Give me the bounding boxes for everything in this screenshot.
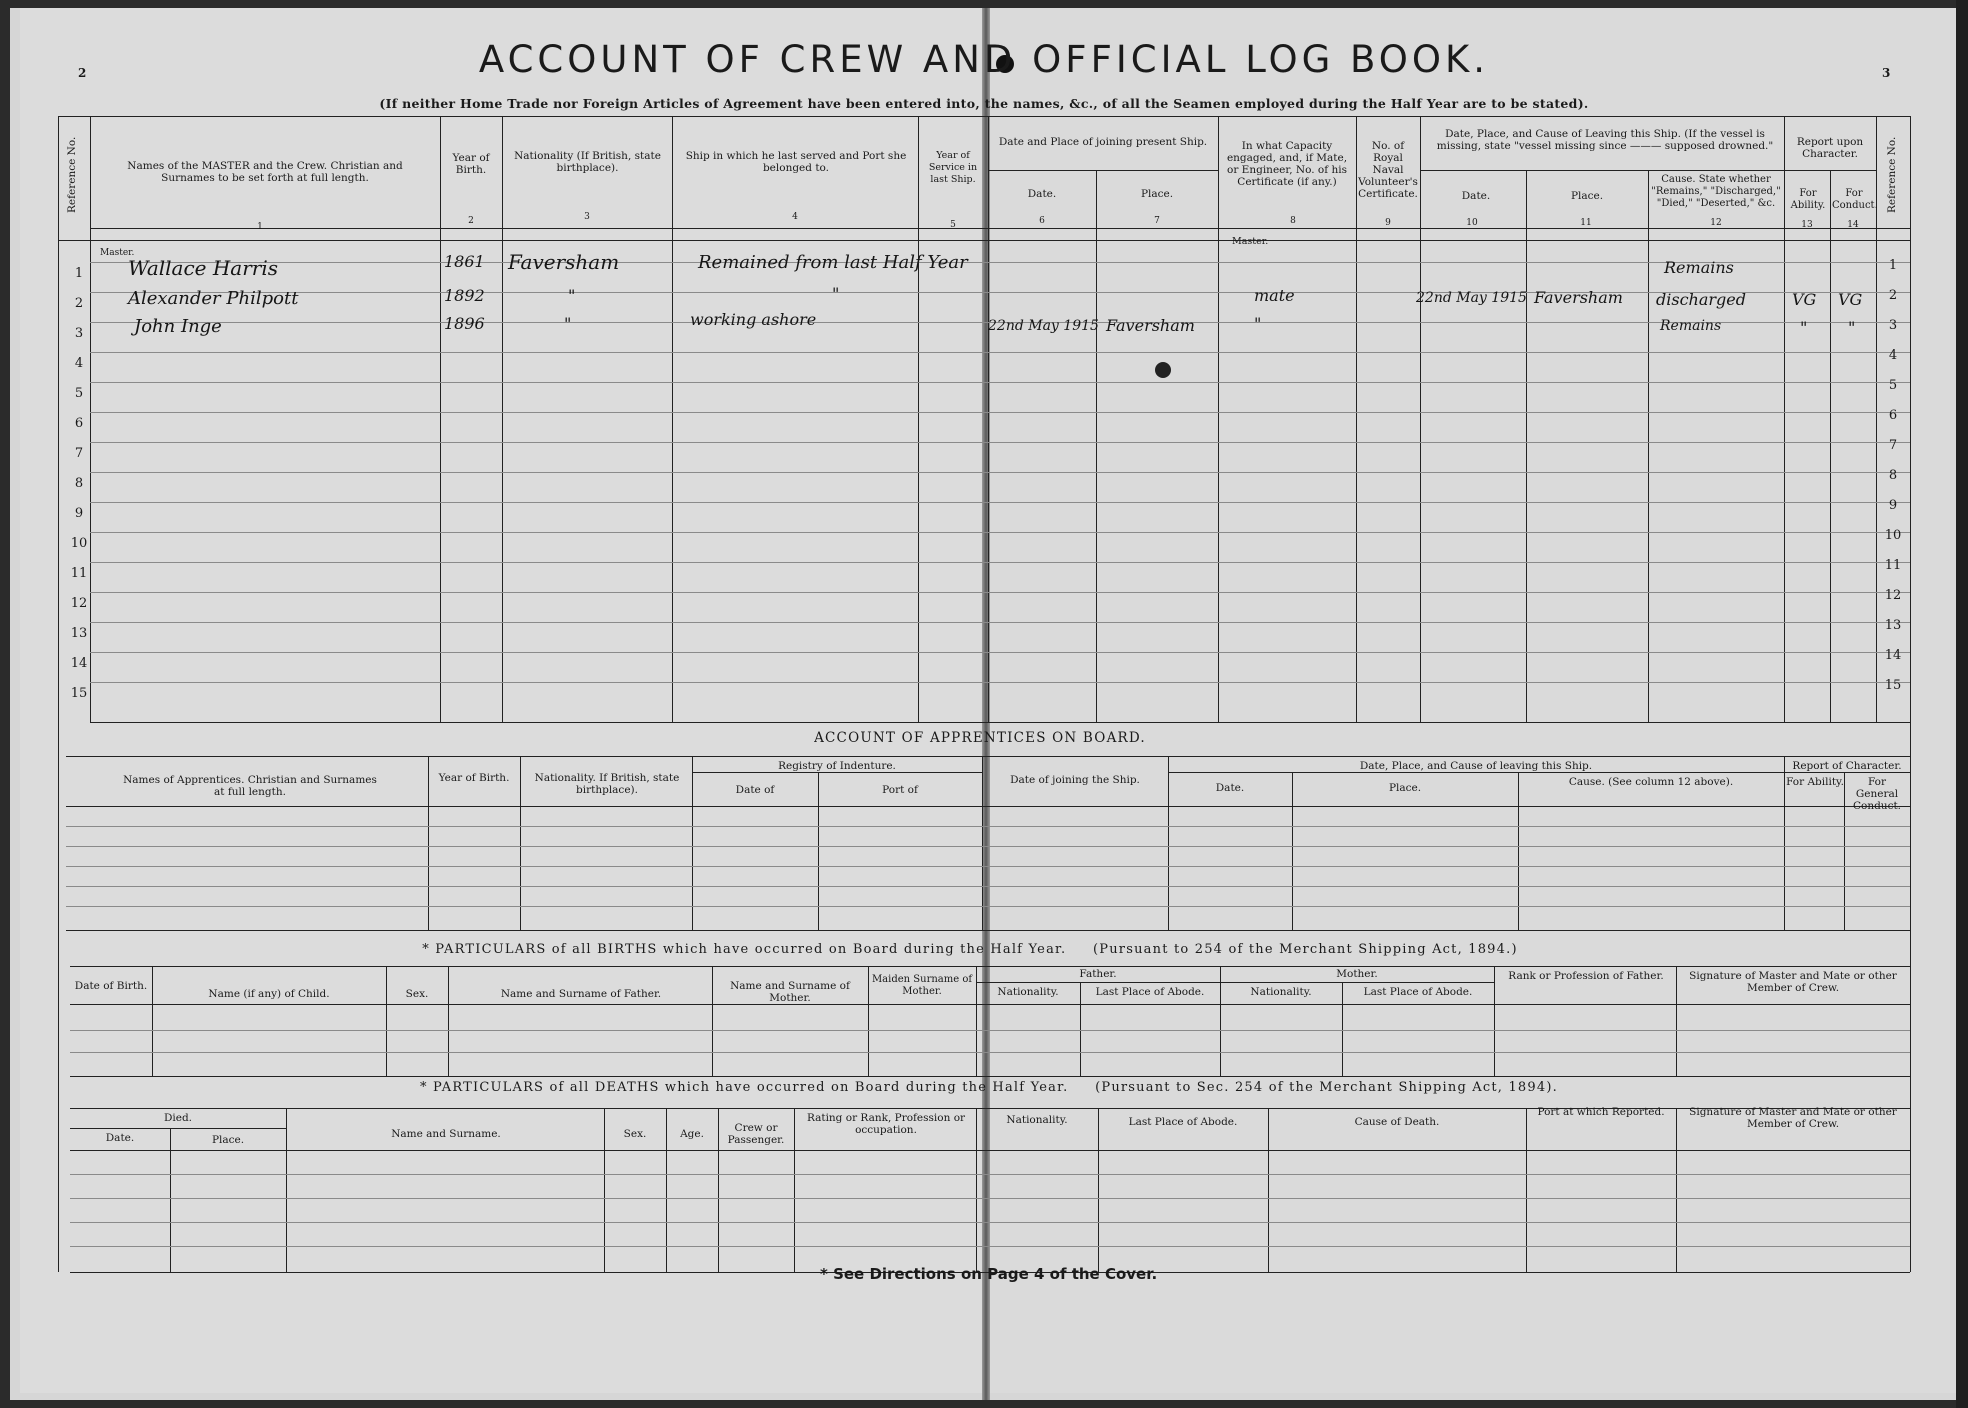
death-rating-header: Rating or Rank, Profession or occupation. <box>806 1112 966 1136</box>
registry-date-header: Date of <box>735 784 775 796</box>
header-year-of-service: Year of Service in last Ship. <box>928 150 978 185</box>
entry-last-ship: Remained from last Half Year <box>698 252 968 273</box>
entry-join-place: Faversham <box>1106 316 1195 335</box>
row-number-right: 13 <box>1884 618 1902 633</box>
death-port-header: Port at which Reported. <box>1537 1106 1665 1118</box>
header-joining-group: Date and Place of joining present Ship. <box>998 136 1208 148</box>
page-number-right: 3 <box>1882 66 1891 80</box>
birth-child-header: Name (if any) of Child. <box>208 988 330 1000</box>
header-leave-date: Date. <box>1461 190 1491 202</box>
header-leave-place: Place. <box>1570 190 1604 202</box>
entry-nationality: " <box>568 286 576 305</box>
row-number-right: 7 <box>1888 438 1898 453</box>
entry-nationality: Faversham <box>508 250 620 274</box>
row-number-right: 9 <box>1888 498 1898 513</box>
left-page <box>20 8 986 1393</box>
colnum-8: 8 <box>1290 216 1296 226</box>
registry-header: Registry of Indenture. <box>778 760 896 772</box>
colnum-10: 10 <box>1466 218 1478 228</box>
row-number-right: 15 <box>1884 678 1902 693</box>
birth-father-name-header: Name and Surname of Father. <box>500 988 662 1000</box>
birth-signature-header: Signature of Master and Mate or other Member of Crew. <box>1689 970 1897 994</box>
birth-father-nationality: Nationality. <box>997 986 1059 998</box>
colnum-2: 2 <box>468 216 474 226</box>
master-label: Master. <box>100 248 135 258</box>
header-capacity: In what Capacity engaged, and, if Mate, or Engineer, No. of his Certificate (if any.) <box>1226 140 1348 188</box>
header-nationality: Nationality (If British, state birthplace). <box>514 150 661 174</box>
birth-maiden-header: Maiden Surname of Mother. <box>871 974 973 997</box>
row-number: 5 <box>74 386 84 401</box>
header-reference-no-right: Reference No. <box>1886 136 1898 214</box>
death-date-header: Date. <box>105 1132 135 1144</box>
entry-capacity: mate <box>1254 286 1295 305</box>
deaths-title: * PARTICULARS of all DEATHS which have occurred on Board during the Half Year. (Pursuant to Sec. 254 of the Merchant Shipping Act, 1894). <box>420 1080 1558 1095</box>
colnum-14: 14 <box>1847 220 1859 230</box>
death-place-header: Place. <box>211 1134 245 1146</box>
colnum-13: 13 <box>1801 220 1813 230</box>
birth-mother-name-header: Name and Surname of Mother. <box>730 980 850 1004</box>
death-cause-header: Cause of Death. <box>1354 1116 1440 1128</box>
header-year-of-birth: Year of Birth. <box>452 152 490 176</box>
death-nationality-header: Nationality. <box>1006 1114 1068 1126</box>
birth-mother-abode: Last Place of Abode. <box>1363 986 1473 998</box>
entry-last-ship: working ashore <box>690 310 817 329</box>
colnum-9: 9 <box>1385 218 1391 228</box>
entry-name: Alexander Philpott <box>128 288 299 309</box>
background-edge <box>1956 0 1968 1408</box>
entry-year: 1892 <box>444 286 485 305</box>
death-abode-header: Last Place of Abode. <box>1128 1116 1238 1128</box>
entry-cause: Remains <box>1660 318 1722 334</box>
header-cause: Cause. State whether "Remains," "Discharged," "Died," "Deserted," &c. <box>1651 174 1781 209</box>
row-number: 8 <box>74 476 84 491</box>
death-signature-header: Signature of Master and Mate or other Member of Crew. <box>1689 1106 1897 1130</box>
logbook-spread <box>10 8 1958 1400</box>
apprentice-year-header: Year of Birth. <box>438 772 510 784</box>
row-number-right: 5 <box>1888 378 1898 393</box>
master-label-capacity: Master. <box>1232 236 1269 247</box>
row-number: 11 <box>70 566 88 581</box>
death-name-header: Name and Surname. <box>391 1128 501 1140</box>
footer-note: * See Directions on Page 4 of the Cover. <box>820 1265 1158 1283</box>
entry-ability: " <box>1800 318 1808 337</box>
entry-leave-date: 22nd May 1915 <box>1416 290 1527 306</box>
row-number: 12 <box>70 596 88 611</box>
entry-name: John Inge <box>134 316 222 337</box>
entry-conduct: " <box>1848 318 1856 337</box>
registry-port-header: Port of <box>882 784 918 796</box>
colnum-7: 7 <box>1154 216 1160 226</box>
row-number: 14 <box>70 656 88 671</box>
apprentice-ability-header: For Ability. <box>1786 776 1844 788</box>
entry-join-date: 22nd May 1915 <box>988 318 1099 334</box>
apprentice-place-header: Place. <box>1388 782 1422 794</box>
header-report-group: Report upon Character. <box>1796 136 1864 160</box>
page-subtitle: (If neither Home Trade nor Foreign Articles of Agreement have been entered into, the names, &c., of all the Seamen employed during the Half Year are to be stated). <box>379 96 1589 111</box>
entry-year: 1896 <box>444 314 485 333</box>
row-number: 9 <box>74 506 84 521</box>
apprentice-general-header: For General Conduct. <box>1852 776 1902 812</box>
birth-mother-group: Mother. <box>1336 968 1378 980</box>
births-title: * PARTICULARS of all BIRTHS which have occurred on Board during the Half Year. (Pursuant to 254 of the Merchant Shipping Act, 1894.) <box>422 942 1518 957</box>
birth-father-group: Father. <box>1079 968 1117 980</box>
colnum-6: 6 <box>1039 216 1045 226</box>
right-page <box>986 8 1958 1393</box>
row-number-right: 2 <box>1888 288 1898 303</box>
apprentice-names-header: Names of Apprentices. Christian and Surnames at full length. <box>123 774 377 798</box>
page-title: ACCOUNT OF CREW AND OFFICIAL LOG BOOK. <box>478 38 1490 81</box>
death-age-header: Age. <box>680 1128 704 1140</box>
colnum-1: 1 <box>257 222 263 232</box>
row-number: 15 <box>70 686 88 701</box>
death-crew-header: Crew or Passenger. <box>727 1122 785 1146</box>
row-number: 7 <box>74 446 84 461</box>
row-number-right: 6 <box>1888 408 1898 423</box>
row-number: 6 <box>74 416 84 431</box>
row-number-right: 4 <box>1888 348 1898 363</box>
colnum-4: 4 <box>792 212 798 222</box>
row-number-right: 12 <box>1884 588 1902 603</box>
header-last-ship: Ship in which he last served and Port she belonged to. <box>685 150 907 174</box>
death-died-header: Died. <box>163 1112 193 1124</box>
row-number: 1 <box>74 266 84 281</box>
row-number: 13 <box>70 626 88 641</box>
entry-last-ship: " <box>832 284 840 303</box>
birth-sex-header: Sex. <box>405 988 429 1000</box>
apprentice-date-header: Date. <box>1215 782 1245 794</box>
colnum-3: 3 <box>584 212 590 222</box>
entry-ability: VG <box>1792 290 1817 309</box>
header-join-date: Date. <box>1027 188 1057 200</box>
row-number-right: 3 <box>1888 318 1898 333</box>
header-rnv-certificate: No. of Royal Naval Volunteer's Certificate. <box>1358 140 1418 200</box>
header-for-ability: For Ability. <box>1790 188 1826 211</box>
death-sex-header: Sex. <box>623 1128 647 1140</box>
row-number-right: 10 <box>1884 528 1902 543</box>
apprentices-title: ACCOUNT OF APPRENTICES ON BOARD. <box>814 730 1146 746</box>
row-number-right: 1 <box>1888 258 1898 273</box>
birth-mother-nationality: Nationality. <box>1250 986 1312 998</box>
colnum-12: 12 <box>1710 218 1722 228</box>
header-names: Names of the MASTER and the Crew. Christian and Surnames to be set forth at full length. <box>127 160 403 184</box>
row-number: 10 <box>70 536 88 551</box>
colnum-5: 5 <box>950 220 956 230</box>
row-number-right: 14 <box>1884 648 1902 663</box>
header-leaving-group: Date, Place, and Cause of Leaving this Ship. (If the vessel is missing, state "vessel missing since ——— supposed drowned." <box>1436 128 1774 152</box>
entry-conduct: VG <box>1838 290 1863 309</box>
row-number-right: 8 <box>1888 468 1898 483</box>
entry-leave-place: Faversham <box>1534 288 1623 307</box>
entry-capacity: " <box>1254 314 1262 333</box>
apprentice-joining-header: Date of joining the Ship. <box>1010 774 1140 786</box>
header-join-place: Place. <box>1140 188 1174 200</box>
header-reference-no: Reference No. <box>66 136 78 214</box>
row-number: 3 <box>74 326 84 341</box>
row-number: 4 <box>74 356 84 371</box>
entry-name: Wallace Harris <box>128 256 278 280</box>
entry-year: 1861 <box>444 252 485 271</box>
apprentice-nationality-header: Nationality. If British, state birthplace). <box>534 772 680 796</box>
apprentice-report-header: Report of Character. <box>1792 760 1902 772</box>
page-number-left: 2 <box>78 66 87 80</box>
colnum-11: 11 <box>1580 218 1592 228</box>
apprentice-cause-header: Cause. (See column 12 above). <box>1568 776 1734 788</box>
header-for-conduct: For Conduct. <box>1832 188 1878 211</box>
ink-blot <box>1155 362 1171 378</box>
row-number: 2 <box>74 296 84 311</box>
birth-date-header: Date of Birth. <box>74 980 148 992</box>
entry-cause: Remains <box>1664 258 1734 277</box>
birth-father-abode: Last Place of Abode. <box>1095 986 1205 998</box>
apprentice-leaving-header: Date, Place, and Cause of leaving this Ship. <box>1359 760 1593 772</box>
row-number-right: 11 <box>1884 558 1902 573</box>
birth-rank-header: Rank or Profession of Father. <box>1508 970 1664 982</box>
entry-nationality: " <box>564 314 572 333</box>
entry-cause: discharged <box>1656 290 1746 309</box>
